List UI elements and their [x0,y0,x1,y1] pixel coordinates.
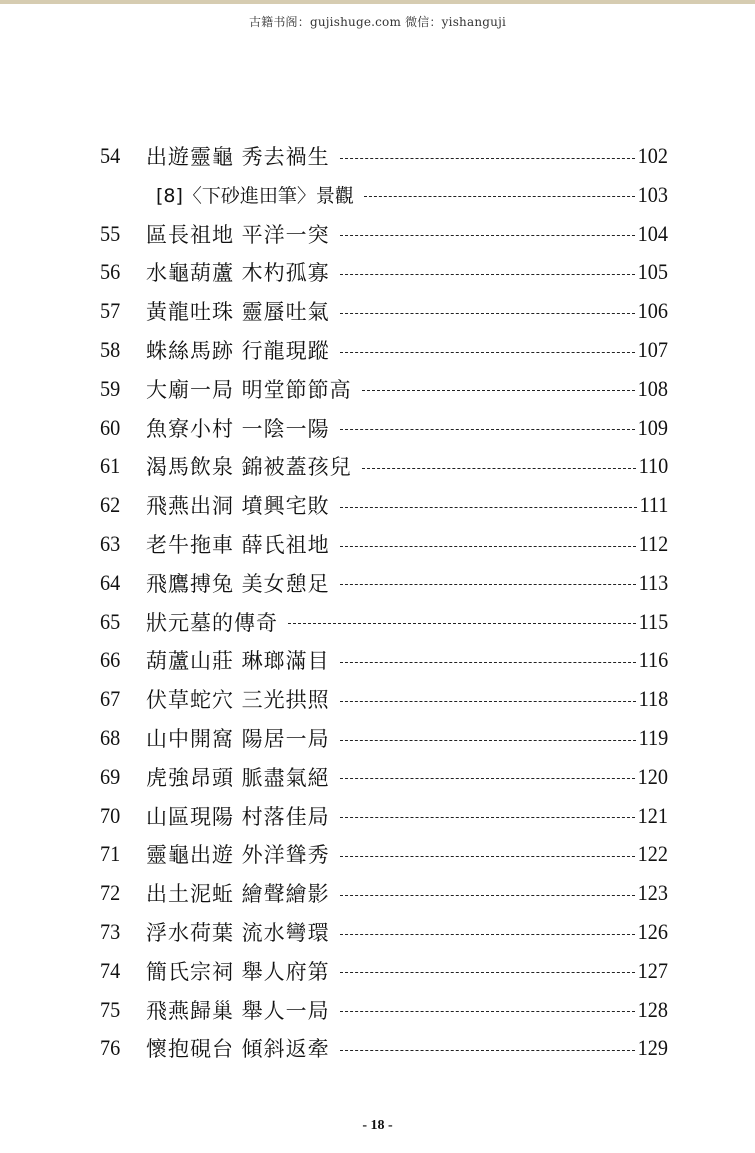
toc-entry [100,411,668,445]
dash-leader [362,390,635,391]
entry-number: 70 [100,802,121,828]
entry-page-number: 112 [638,531,668,556]
entry-number: 72 [100,880,121,906]
entry-number: 60 [100,414,121,440]
entry-number: 58 [100,337,121,362]
entry-number: 71 [100,841,121,867]
entry-title: 簡氏宗祠 舉人府第 [146,959,330,984]
dash-leader [340,1011,635,1012]
dash-leader [340,895,635,896]
dash-leader [340,313,635,314]
entry-number: 76 [100,1035,121,1061]
entry-number: 66 [100,647,121,673]
entry-page-number: 116 [638,647,668,673]
entry-number: 69 [100,763,121,789]
entry-title: 山中開窩 陽居一局 [146,727,330,751]
entry-page-number: 107 [637,337,668,362]
toc-entry [100,643,668,677]
toc-entry [100,255,668,289]
entry-title: 大廟一局 明堂節節高 [146,377,352,402]
dash-leader [362,468,636,469]
dash-leader [340,972,635,973]
entry-title: 飛燕歸巢 舉人一局 [146,998,330,1023]
dash-leader [340,429,635,430]
toc-entry [100,876,668,910]
toc-entry [100,605,668,639]
dash-leader [340,1050,635,1051]
entry-title: 魚寮小村 一陰一陽 [146,416,330,441]
entry-title: 狀元墓的傳奇 [146,610,278,635]
entry-page-number: 115 [638,608,668,634]
toc-entry [100,217,668,251]
toc-entry [100,139,668,173]
toc-entry [100,915,668,949]
entry-number: 64 [100,569,121,595]
section-heading: [8]〈下砂進田筆〉景觀 [156,185,354,208]
dash-leader [340,856,635,857]
dash-leader [340,740,636,741]
dash-leader [340,584,636,585]
entry-title: 葫蘆山莊 琳瑯滿目 [146,649,330,674]
entry-number: 57 [100,298,121,324]
dash-leader [340,507,637,508]
entry-title: 水龜葫蘆 木杓孤寡 [146,261,330,286]
entry-page-number: 126 [637,919,668,944]
entry-number: 68 [100,725,121,750]
dash-leader [340,546,636,547]
toc-entry [100,837,668,871]
entry-page-number: 110 [638,453,668,479]
page-number: - 18 - [362,1118,393,1133]
dash-leader [340,701,636,702]
entry-page-number: 111 [639,492,668,518]
toc-entry [100,1031,668,1065]
entry-title: 靈龜出遊 外洋聳秀 [146,843,330,868]
entry-page-number: 109 [637,414,668,440]
entry-title: 老牛拖車 薛氏祖地 [146,533,330,557]
dash-leader [288,623,636,624]
entry-title: 區長祖地 平洋一突 [146,222,330,247]
toc-entry [100,488,668,522]
entry-title: 伏草蛇穴 三光拱照 [146,688,330,713]
entry-page-number: 103 [637,181,668,207]
entry-number: 65 [100,608,121,634]
entry-page-number: 102 [637,143,668,168]
entry-number: 54 [100,143,121,168]
entry-page-number: 122 [637,841,668,867]
entry-number: 59 [100,375,121,401]
entry-number: 74 [100,957,121,983]
entry-page-number: 120 [637,763,668,789]
entry-page-number: 106 [637,298,668,324]
entry-title: 出遊靈龜 秀去禍生 [146,145,330,169]
entry-number: 67 [100,686,121,712]
dash-leader [340,235,635,236]
toc-entry [100,954,668,988]
dash-leader [340,274,635,275]
entry-page-number: 113 [638,569,668,595]
entry-page-number: 108 [637,375,668,401]
toc-entry [100,799,668,833]
toc-entry [100,449,668,483]
watermark-header: 古籍书阁：gujishuge.com 微信：yishanguji [248,15,507,29]
entry-title: 飛鷹搏兔 美女憩足 [146,571,330,596]
dash-leader [340,817,635,818]
entry-title: 渴馬飲泉 錦被蓋孩兒 [146,455,352,480]
entry-number: 62 [100,492,121,518]
entry-number: 61 [100,453,121,479]
entry-number: 63 [100,531,121,556]
dash-leader [340,934,635,935]
entry-number: 56 [100,259,121,285]
entry-title: 虎強昂頭 脈盡氣絕 [146,765,330,790]
toc-entry [100,294,668,328]
toc-entry [100,566,668,600]
dash-leader [340,662,636,663]
dash-leader [364,196,635,197]
entry-number: 55 [100,220,121,246]
entry-number: 75 [100,996,121,1022]
entry-title: 飛燕出洞 墳興宅敗 [146,494,330,519]
toc-entry [100,372,668,406]
entry-page-number: 127 [637,957,668,983]
entry-page-number: 128 [637,996,668,1022]
entry-page-number: 119 [638,725,668,750]
dash-leader [340,158,635,159]
entry-title: 山區現陽 村落佳局 [146,804,330,829]
entry-number: 73 [100,919,121,944]
dash-leader [340,778,635,779]
entry-title: 浮水荷葉 流水彎環 [146,921,330,945]
entry-page-number: 104 [637,220,668,246]
toc-entry [100,760,668,794]
entry-page-number: 123 [637,880,668,906]
entry-title: 懷抱硯台 傾斜返牽 [146,1037,330,1062]
entry-page-number: 129 [637,1035,668,1061]
toc-subheading-row [100,178,668,212]
entry-page-number: 105 [637,259,668,285]
entry-page-number: 118 [638,686,668,712]
toc-entry [100,993,668,1027]
entry-title: 蛛絲馬跡 行龍現蹤 [146,339,330,363]
dash-leader [340,352,635,353]
toc-entry [100,682,668,716]
entry-title: 黃龍吐珠 靈蜃吐氣 [146,300,330,325]
toc-entry [100,527,668,561]
toc-entry [100,333,668,367]
entry-title: 出土泥蚯 繪聲繪影 [146,882,330,907]
toc-entry [100,721,668,755]
entry-page-number: 121 [637,802,668,828]
